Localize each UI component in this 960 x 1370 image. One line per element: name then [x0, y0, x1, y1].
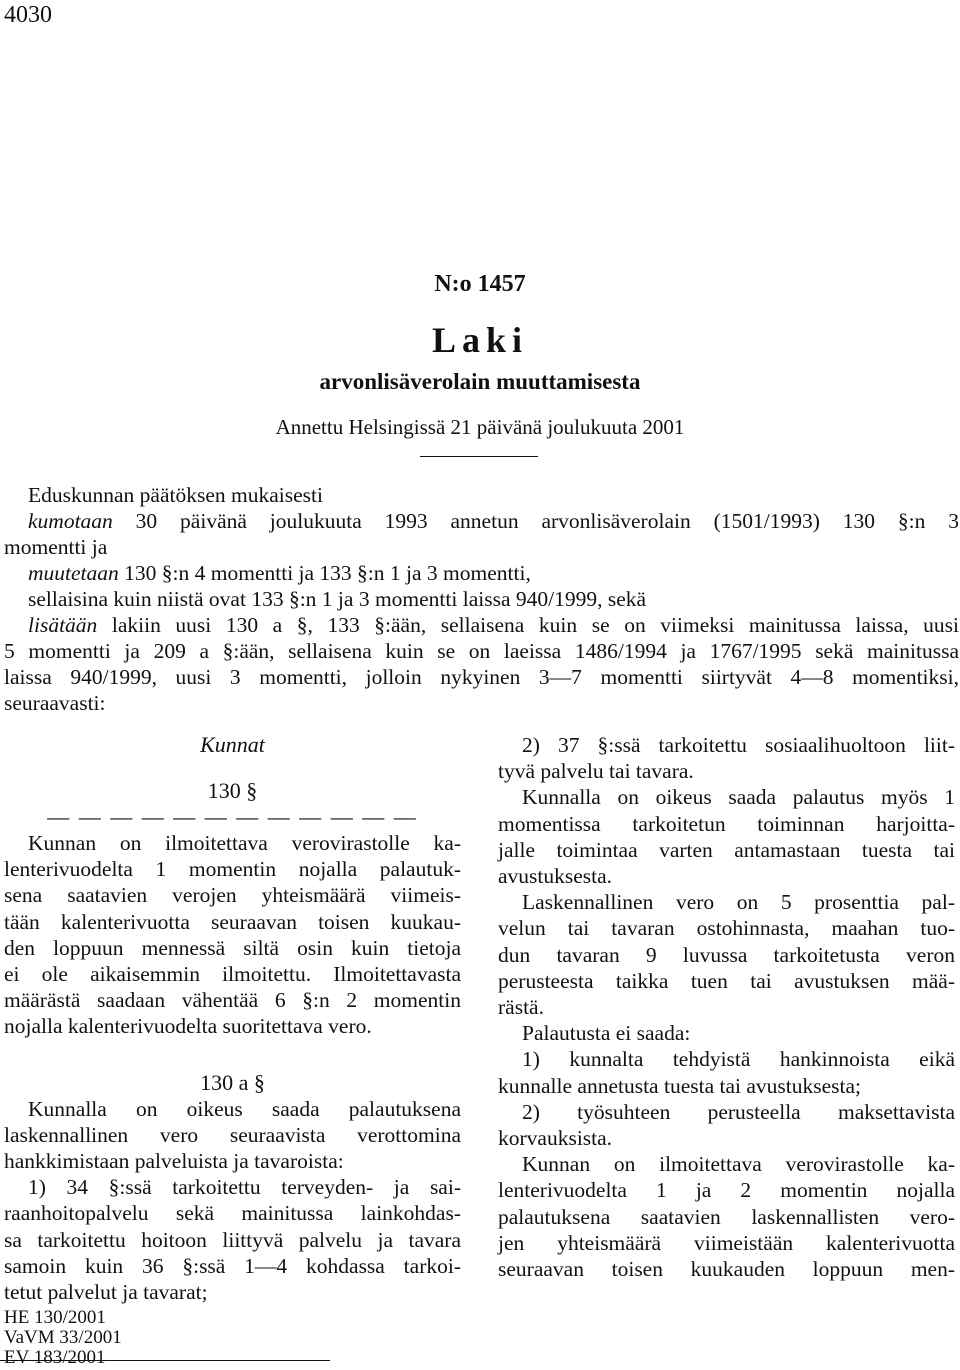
- text-line: määrästä saadaan vähentää 6 §:n 2 momentin: [4, 988, 461, 1013]
- intro-text: 30 päivänä joulukuuta 1993 annetun arvonlisäverolain (1501/1993) 130 §:n 3: [112, 509, 959, 533]
- legislative-references: [4, 1308, 122, 1368]
- text-line: kunnalle annetusta tuesta tai avustuksesta;: [498, 1073, 862, 1098]
- left-column: [4, 732, 461, 1305]
- intro-text: lakiin uusi 130 a §, 133 §:ään, sellaisena kuin se on viimeksi mainitussa laissa, uusi: [97, 613, 959, 637]
- paragraph: [498, 784, 955, 889]
- paragraph: [498, 889, 955, 1020]
- text-line: Kunnalla on oikeus saada palautus myös 1: [522, 785, 955, 810]
- text-line: nojalla kalenterivuodelta suoritettava vero.: [4, 1014, 372, 1039]
- text-line: seuraavan toisen kuukauden loppuun men-: [498, 1257, 955, 1282]
- text-line: sa tarkoitettu hoitoon liittyvä palvelu ja tavara: [4, 1227, 461, 1252]
- text-line: palautuksena saatavien laskennallisten vero-: [498, 1204, 955, 1229]
- intro-line-3: [4, 534, 959, 560]
- text-line: Kunnalla on oikeus saada palautuksena: [28, 1096, 461, 1121]
- intro-line-8: [4, 664, 959, 690]
- text-line: samoin kuin 36 §:ssä 1—4 kohdassa tarkoi-: [4, 1253, 461, 1278]
- enactment-date-line: Annettu Helsingissä 21 päivänä joulukuuta 2001: [275, 415, 685, 439]
- text-line: 1) kunnalta tehdyistä hankinnoista eikä: [522, 1047, 955, 1072]
- text-line: momentissa tarkoitetun toiminnan harjoitta-: [498, 811, 955, 836]
- text-line: rästä.: [498, 995, 544, 1020]
- intro-text: laissa 940/1999, uusi 3 momentti, jolloin nykyinen 3—7 momentti siirtyvät 4—8 momentiksi,: [4, 665, 959, 689]
- intro-verb-added: lisätään: [28, 613, 98, 637]
- text-line: lenterivuodelta 1 ja 2 momentin nojalla: [498, 1178, 955, 1203]
- paragraph: [498, 1046, 955, 1098]
- text-line: tetut palvelut ja tavarat;: [4, 1280, 208, 1305]
- intro-line-5: [28, 586, 959, 612]
- intro-text: sellaisina kuin niistä ovat 133 §:n 1 ja 3 momentti laissa 940/1999, sekä: [28, 587, 647, 611]
- intro-text: 5 momentti ja 209 a §:ään, sellaisena kuin se on laeissa 1486/1994 ja 1767/1995 sekä mainitussa: [4, 639, 959, 663]
- intro-line-7: [4, 638, 959, 664]
- text-line: korvauksista.: [498, 1126, 613, 1151]
- text-line: Kunnan on ilmoitettava verovirastolle ka-: [522, 1152, 955, 1177]
- text-line: velun tai tavaran ostohinnasta, maahan tuo-: [498, 916, 955, 941]
- paragraph: [498, 732, 955, 784]
- text-line: Palautusta ei saada:: [522, 1021, 691, 1046]
- intro-line-1: [28, 482, 959, 508]
- text-line: ei ole aikaisemmin ilmoitettu. Ilmoitettavasta: [4, 962, 461, 987]
- intro-line-6: [28, 612, 959, 638]
- intro-text: seuraavasti:: [4, 691, 106, 715]
- paragraph: [4, 830, 461, 1040]
- text-line: lenterivuodelta 1 momentin nojalla palautuk-: [4, 857, 461, 882]
- intro-line-2: [28, 508, 959, 534]
- section-number-130: 130 §: [207, 778, 258, 803]
- intro-text: 130 §:n 4 momentti ja 133 §:n 1 ja 3 momentti,: [118, 561, 531, 585]
- omitted-text-dashes: — — — — — — — — — — — —: [47, 804, 418, 829]
- text-line: jalle toimintaa varten antamastaan tuesta tai: [498, 837, 955, 862]
- paragraph: [4, 1174, 461, 1305]
- paragraph: [4, 1096, 461, 1175]
- text-line: raanhoitopalvelu sekä mainitussa lainkohdas-: [4, 1201, 461, 1226]
- text-line: 2) 37 §:ssä tarkoitettu sosiaalihuoltoon liit-: [522, 733, 955, 757]
- right-column: [498, 732, 955, 1282]
- intro-text: momentti ja: [4, 535, 108, 559]
- text-line: tyvä palvelu tai tavara.: [498, 759, 694, 784]
- paragraph: [498, 1099, 955, 1151]
- text-line: hankkimistaan palveluista ja tavaroista:: [4, 1149, 344, 1174]
- text-line: laskennallinen vero seuraavista verottomina: [4, 1122, 461, 1147]
- text-line: Laskennallinen vero on 5 prosenttia pal-: [522, 890, 955, 915]
- reference-line: HE 130/2001: [4, 1307, 106, 1328]
- footer-divider: [0, 1360, 330, 1361]
- document-type-heading: Laki: [431, 320, 529, 360]
- section-heading: Kunnat: [200, 732, 265, 757]
- text-line: den loppuun mennessä siltä osin kuin tietoja: [4, 935, 461, 960]
- page-number: 4030: [4, 2, 52, 28]
- intro-verb-repealed: kumotaan: [28, 509, 113, 533]
- text-line: sena saatavien verojen yhteismäärä viimeis-: [4, 883, 461, 908]
- text-line: 2) työsuhteen perusteella maksettavista: [522, 1099, 955, 1124]
- text-line: jen yhteismäärä viimeistään kalenterivuotta: [498, 1230, 955, 1255]
- text-line: Kunnan on ilmoitettava verovirastolle ka-: [28, 831, 461, 855]
- intro-text: Eduskunnan päätöksen mukaisesti: [28, 483, 323, 507]
- section-number-130a: 130 a §: [200, 1069, 265, 1095]
- intro-line-4: [28, 560, 959, 586]
- paragraph: [498, 1020, 955, 1046]
- paragraph: [498, 1151, 955, 1282]
- text-line: tään kalenterivuotta seuraavan toisen kuukau-: [4, 909, 461, 934]
- text-line: perusteesta taikka tuen tai avustuksen mää-: [498, 968, 955, 993]
- text-line: avustuksesta.: [498, 864, 613, 889]
- reference-line: VaVM 33/2001: [4, 1327, 122, 1348]
- intro-line-9: [4, 690, 959, 716]
- reference-line: EV 183/2001: [4, 1347, 106, 1368]
- title-divider: [420, 456, 538, 457]
- statute-number: N:o 1457: [434, 271, 526, 297]
- document-title: arvonlisäverolain muuttamisesta: [319, 369, 641, 394]
- intro-verb-amended: muutetaan: [28, 561, 119, 585]
- text-line: dun tavaran 9 luvussa tarkoitetusta veron: [498, 942, 955, 967]
- text-line: 1) 34 §:ssä tarkoitettu terveyden- ja sai-: [28, 1175, 461, 1200]
